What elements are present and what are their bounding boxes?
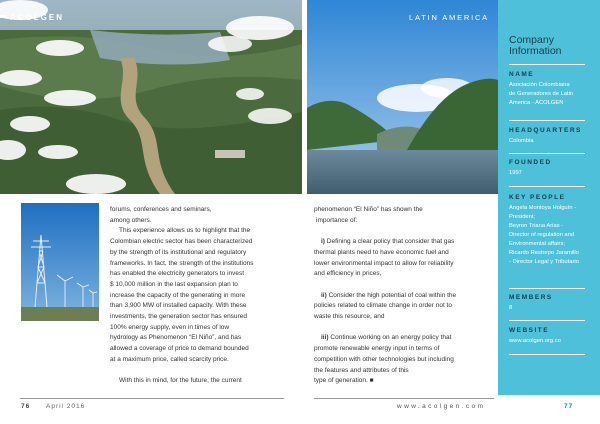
section-value-name [509,81,597,108]
website-link[interactable]: www.acolgen.org.co [509,338,561,344]
text-line: among others. [110,216,152,224]
transmission-tower-photo [21,203,99,321]
text-line: competition with other technologies but including [314,355,454,363]
point-line [314,333,492,344]
section-rule [509,320,585,321]
section-rule [509,120,585,121]
point-marker: ii) [321,291,327,299]
text-line: Colombian electric sector has been characterized [110,238,253,246]
value-line: President; [509,214,536,220]
text-line: has enabled the electricity generators to invest [110,270,245,278]
value-line: 1997 [509,170,522,176]
page-number-right: 77 [564,403,574,410]
section-rule [509,186,585,187]
text-line: 100% energy supply, even in times of low [110,323,230,331]
paragraph-gap [110,366,288,377]
body-column-right [314,205,492,387]
point-line [314,237,492,248]
region-label: LATIN AMERICA [409,13,489,22]
section-rule [509,64,585,65]
section-label-website: WEBSITE [509,327,550,334]
aerial-river-photo [0,0,302,194]
footer-rule-right [314,398,494,399]
section-value-founded [509,169,597,178]
brand-name: ACOLGEN [10,13,64,22]
text-line: waste this resource, and [314,313,385,320]
section-rule [509,288,585,289]
point-text: Consider the high potential of coal within the [328,291,457,299]
section-label-headquarters: HEADQUARTERS [509,127,582,134]
paragraph-gap [314,226,492,237]
sidebar-title-line: Company [509,34,554,46]
value-line: Director of regulation and [509,232,575,238]
point-marker: i) [321,238,325,246]
value-line: Angela Montoya Holguín - [509,205,577,211]
value-line: Environmental affairs; [509,241,565,247]
section-value-website[interactable] [509,337,597,346]
company-info-sidebar [498,0,600,395]
section-value-headquarters [509,137,597,146]
footer-website[interactable]: www.acolgen.com [397,403,486,410]
brand-bar [0,15,6,18]
text-line: policies related to climate change in order not to [314,302,453,310]
text-line: by the strength of its institutional and regulatory [110,248,247,256]
text-line: frameworks. In fact, the strength of the institutions [110,259,254,267]
issue-date: April 2016 [46,403,86,410]
text-line: type of generation. ■ [314,377,374,385]
text-line: and efficiency in prices, [314,270,382,278]
text-line: $ 10,000 million in the last expansion plan to [110,280,238,288]
text-line: promote renewable energy input in terms of [314,345,440,353]
text-line: forums, conferences and seminars, [110,206,212,213]
text-line: This experience allows us to highlight that the [119,227,251,235]
point-text: Defining a clear policy that consider that gas [326,238,455,246]
section-label-key-people: KEY PEOPLE [509,194,566,201]
mountain-lake-photo [307,0,498,194]
text-line: thermal plants need to have economic fuel and [314,248,449,256]
text-line: the features and attributes of this [314,366,409,374]
text-line: increase the capacity of the generating in more [110,291,246,299]
text-line: at a maximum price, called scarcity price. [110,355,229,363]
section-value-members [509,304,597,313]
section-rule [509,153,585,154]
sidebar-title-line: Information [509,45,562,57]
value-line: America - ACOLGEN [509,100,564,106]
value-line: Beyron Triana Arias - [509,223,564,229]
aerial-river-image [0,0,302,194]
value-line: 8 [509,305,513,311]
value-line: Asociación Colombiana [509,82,570,88]
sidebar-title [509,35,595,57]
paragraph-gap [314,323,492,334]
text-line: than 3,900 MW of installed capacity. With these [110,302,247,310]
text-line: importance of: [316,216,358,224]
point-text: Continue working on an energy policy that [330,334,452,342]
section-rule [509,354,585,355]
value-line: Colombia [509,138,534,144]
section-label-founded: FOUNDED [509,159,552,166]
text-line: allowed a coverage of price to demand bounded [110,345,249,353]
text-line: phenomenon “El Niño” has shown the [314,206,423,213]
value-line: Ricardo Restrepo Jaramillo [509,250,579,256]
text-line: hydrology as Phenomenon “El Niño”, and has [110,334,242,342]
section-value-key-people [509,204,597,267]
text-line: lower environmental impact to allow for reliability [314,259,454,267]
text-line: With this in mind, for the future, the current [119,377,242,385]
transmission-tower-image [21,203,99,321]
mountain-lake-image [307,0,498,194]
section-label-name: NAME [509,71,535,78]
section-label-members: MEMBERS [509,294,553,301]
body-column-left [110,205,288,387]
point-line [314,291,492,302]
value-line: de Generadores de Latin [509,91,574,97]
page-number-left: 76 [21,403,31,410]
point-marker: iii) [321,334,329,342]
paragraph-gap [314,280,492,291]
value-line: - Director Legal y Tributario [509,259,579,265]
footer-rule-left [20,398,284,399]
text-line: investments, the generation sector has ensured [110,313,247,321]
